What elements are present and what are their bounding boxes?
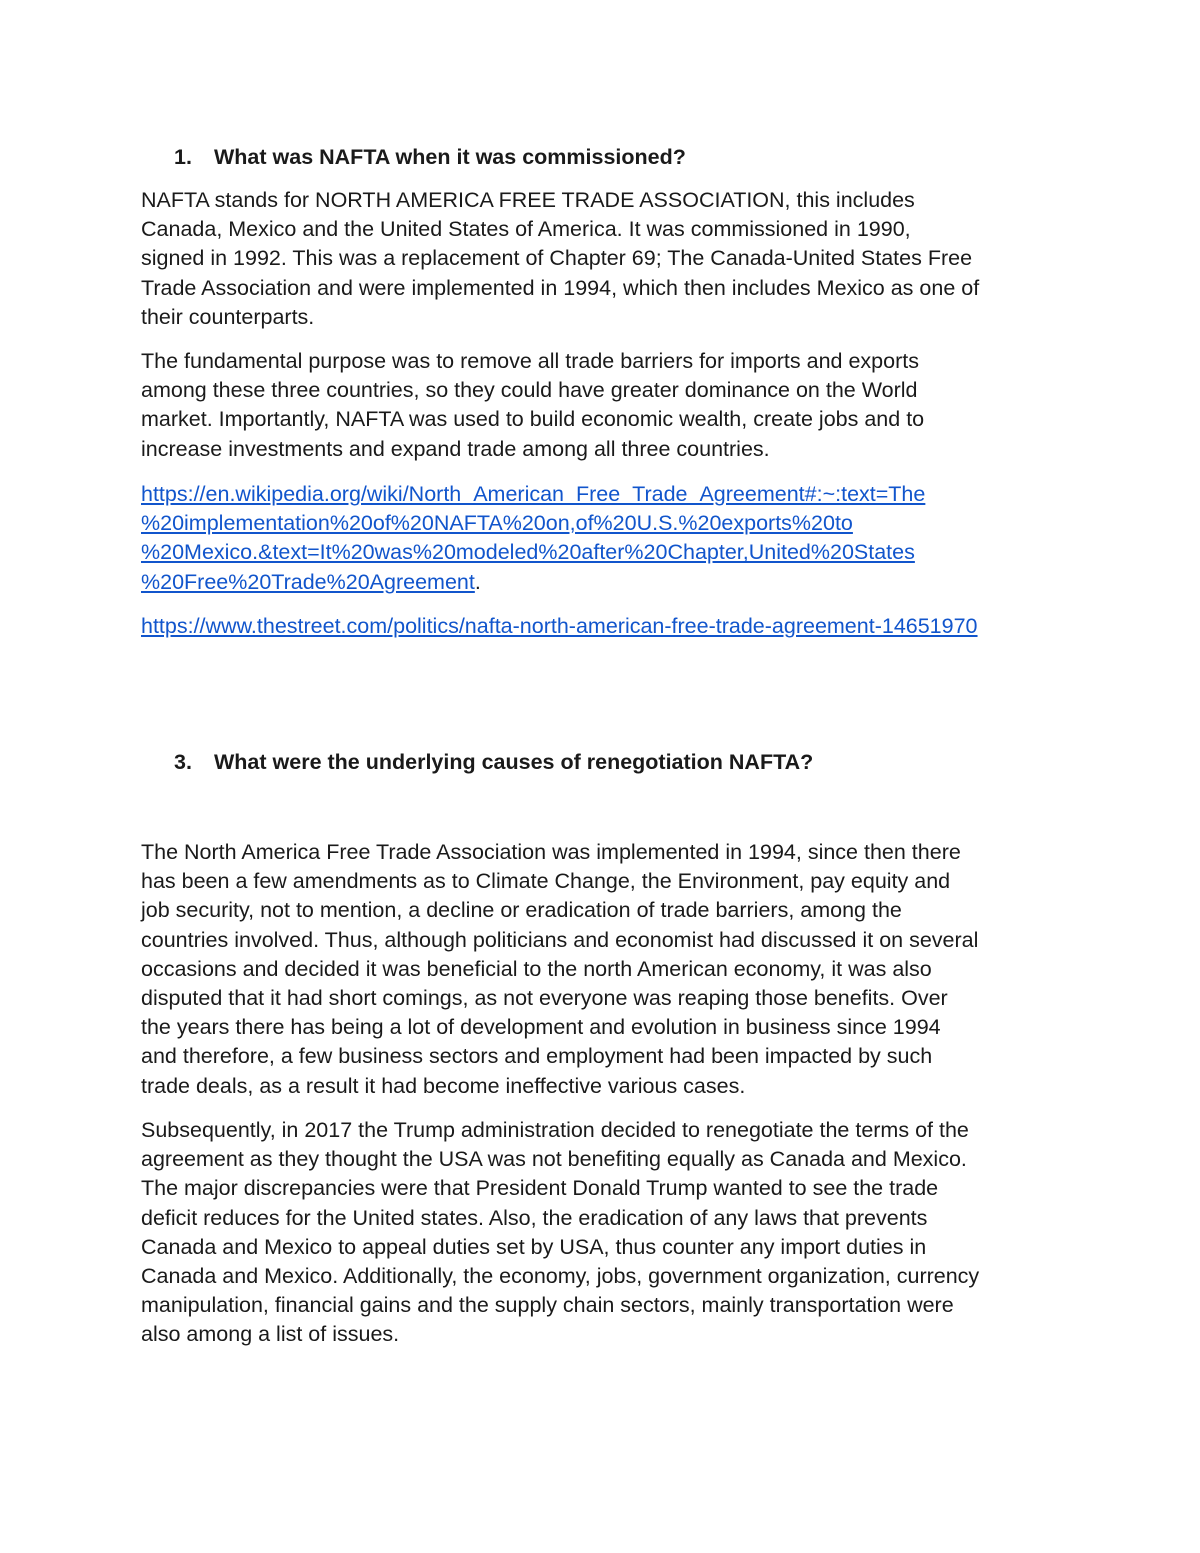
q3-p1-line: The North America Free Trade Association was implemented in 1994, since then there — [141, 840, 961, 864]
thestreet-link-paragraph — [141, 612, 1071, 641]
q3-p1-line: disputed that it had short comings, as not everyone was reaping those benefits. Over — [141, 986, 948, 1011]
q3-p1-line: the years there has being a lot of development and evolution in business since 1994 — [141, 1015, 941, 1040]
wikipedia-link[interactable]: https://en.wikipedia.org/wiki/North_American_Free_Trade_Agreement#:~:text=The — [141, 482, 926, 506]
q1-p2-line: market. Importantly, NAFTA was used to build economic wealth, create jobs and to — [141, 407, 925, 432]
q1-p1-line: signed in 1992. This was a replacement of Chapter 69; The Canada-United States Free — [141, 246, 973, 271]
q1-p1-line: Trade Association and were implemented in 1994, which then includes Mexico as one of — [141, 275, 980, 300]
q3-p1-line: occasions and decided it was beneficial to the north American economy, it was also — [141, 956, 932, 981]
q3-p1-line: job security, not to mention, a decline or eradication of trade barriers, among the — [141, 898, 902, 923]
wikipedia-link[interactable]: %20implementation%20of%20NAFTA%20on,of%20U.S.%20exports%20to — [141, 511, 853, 536]
wikipedia-link[interactable]: %20Free%20Trade%20Agreement — [141, 569, 475, 594]
q3-p2-line: The major discrepancies were that President Donald Trump wanted to see the trade — [141, 1176, 939, 1201]
q1-p1-line: their counterparts. — [141, 304, 315, 329]
q3-p2-line: deficit reduces for the United states. Also, the eradication of any laws that prevents — [141, 1205, 928, 1230]
q1-p2-line: increase investments and expand trade among all three countries. — [141, 436, 770, 461]
q3-paragraph-1 — [141, 838, 1071, 1101]
q3-p2-line: also among a list of issues. — [141, 1322, 400, 1347]
q3-p1-line: countries involved. Thus, although politicians and economist had discussed it on several — [141, 927, 979, 952]
question-3-number: 3. — [174, 750, 192, 774]
q3-p2-line: manipulation, financial gains and the supply chain sectors, mainly transportation were — [141, 1293, 954, 1318]
q3-p2-line: Subsequently, in 2017 the Trump administration decided to renegotiate the terms of the — [141, 1118, 969, 1142]
wikipedia-link-paragraph — [141, 480, 1071, 597]
q3-p1-line: trade deals, as a result it had become ineffective various cases. — [141, 1073, 746, 1098]
q3-p1-line: has been a few amendments as to Climate Change, the Environment, pay equity and — [141, 869, 951, 894]
q3-p1-line: and therefore, a few business sectors and employment had been impacted by such — [141, 1044, 933, 1069]
question-1-heading — [174, 142, 686, 172]
question-1-number: 1. — [174, 145, 192, 169]
link-trailing-period: . — [474, 569, 481, 594]
q3-p2-line: agreement as they thought the USA was not benefiting equally as Canada and Mexico. — [141, 1147, 967, 1172]
wikipedia-link[interactable]: %20Mexico.&text=It%20was%20modeled%20after%20Chapter,United%20States — [141, 540, 915, 565]
q1-paragraph-2 — [141, 347, 1071, 464]
q1-p1-line: Canada, Mexico and the United States of America. It was commissioned in 1990, — [141, 217, 911, 242]
question-3-title: What were the underlying causes of renegotiation NAFTA? — [214, 750, 814, 774]
thestreet-link[interactable]: https://www.thestreet.com/politics/nafta-north-american-free-trade-agreement-14651970 — [141, 614, 978, 638]
q1-paragraph-1 — [141, 186, 1071, 332]
q3-p2-line: Canada and Mexico. Additionally, the economy, jobs, government organization, currency — [141, 1264, 980, 1289]
q1-p2-line: The fundamental purpose was to remove all trade barriers for imports and exports — [141, 349, 919, 373]
q3-paragraph-2 — [141, 1116, 1071, 1350]
question-3-heading — [174, 747, 813, 777]
question-1-title: What was NAFTA when it was commissioned? — [214, 145, 686, 169]
q3-p2-line: Canada and Mexico to appeal duties set by USA, thus counter any import duties in — [141, 1234, 927, 1259]
q1-p2-line: among these three countries, so they could have greater dominance on the World — [141, 378, 918, 403]
q1-p1-line: NAFTA stands for NORTH AMERICA FREE TRADE ASSOCIATION, this includes — [141, 188, 915, 212]
